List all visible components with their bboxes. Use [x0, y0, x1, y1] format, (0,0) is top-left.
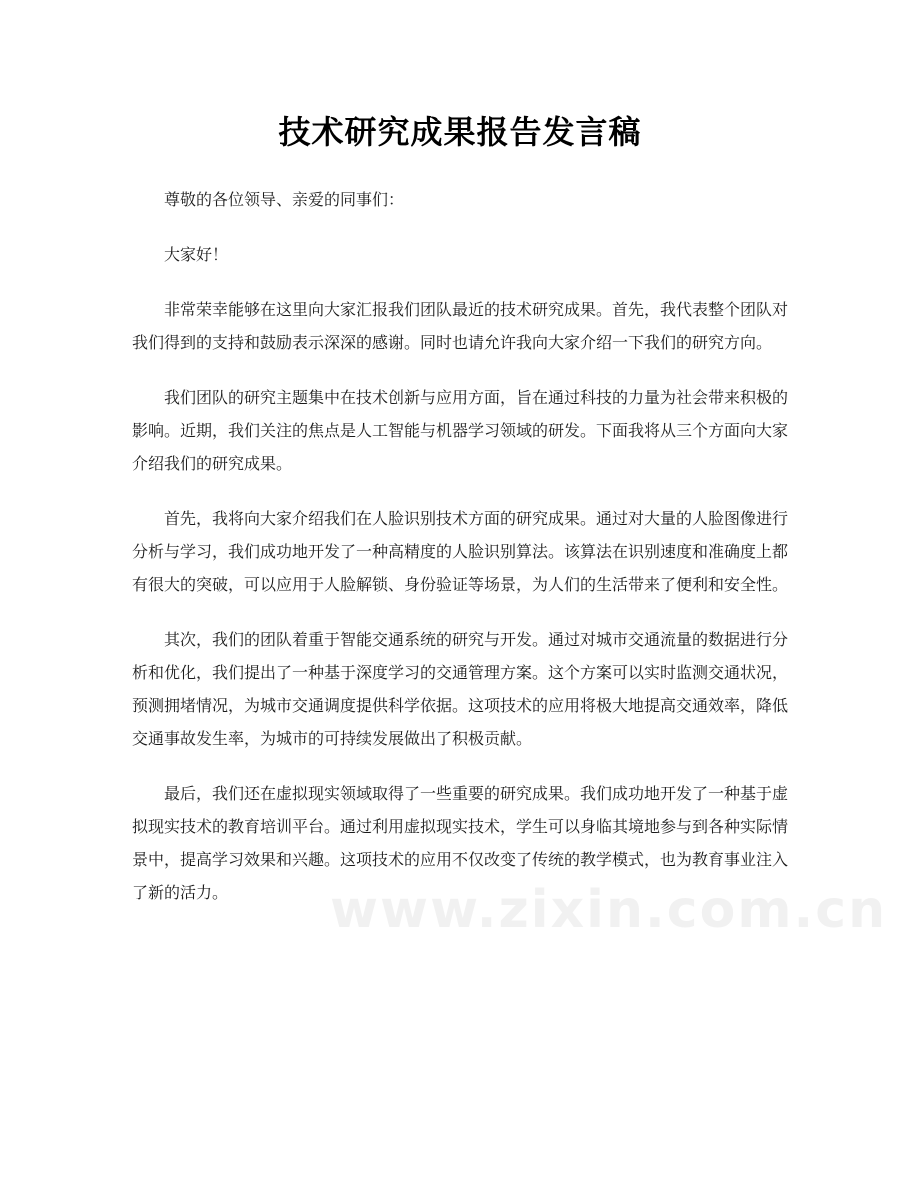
- research-focus-paragraph: 我们团队的研究主题集中在技术创新与应用方面，旨在通过科技的力量为社会带来积极的影响。近期，我们关注的焦点是人工智能与机器学习领域的研发。下面我将从三个方面向大家介绍我们的研究成果。: [132, 388, 789, 473]
- greeting-paragraph: 大家好！: [164, 245, 229, 264]
- face-recognition-paragraph: 首先，我将向大家介绍我们在人脸识别技术方面的研究成果。通过对大量的人脸图像进行分析与学习，我们成功地开发了一种高精度的人脸识别算法。该算法在识别速度和准确度上都有很大的突破，可以应用于人脸解锁、身份验证等场景，为人们的生活带来了便利和安全性。: [132, 509, 789, 594]
- virtual-reality-paragraph: 最后，我们还在虚拟现实领域取得了一些重要的研究成果。我们成功地开发了一种基于虚拟现实技术的教育培训平台。通过利用虚拟现实技术，学生可以身临其境地参与到各种实际情景中，提高学习效果和兴趣。这项技术的应用不仅改变了传统的教学模式，也为教育事业注入了新的活力。: [132, 784, 789, 902]
- smart-traffic-paragraph: 其次，我们的团队着重于智能交通系统的研究与开发。通过对城市交通流量的数据进行分析和优化，我们提出了一种基于深度学习的交通管理方案。这个方案可以实时监测交通状况，预测拥堵情况，为城市交通调度提供科学依据。这项技术的应用将极大地提高交通效率，降低交通事故发生率，为城市的可持续发展做出了积极贡献。: [132, 630, 789, 748]
- salutation-paragraph: 尊敬的各位领导、亲爱的同事们：: [164, 190, 405, 209]
- document-body: [132, 183, 788, 931]
- page-title: 技术研究成果报告发言稿: [278, 113, 642, 151]
- watermark: www.zixin.com.cn: [330, 880, 888, 940]
- intro-paragraph: 非常荣幸能够在这里向大家汇报我们团队最近的技术研究成果。首先，我代表整个团队对我们得到的支持和鼓励表示深深的感谢。同时也请允许我向大家介绍一下我们的研究方向。: [132, 300, 789, 352]
